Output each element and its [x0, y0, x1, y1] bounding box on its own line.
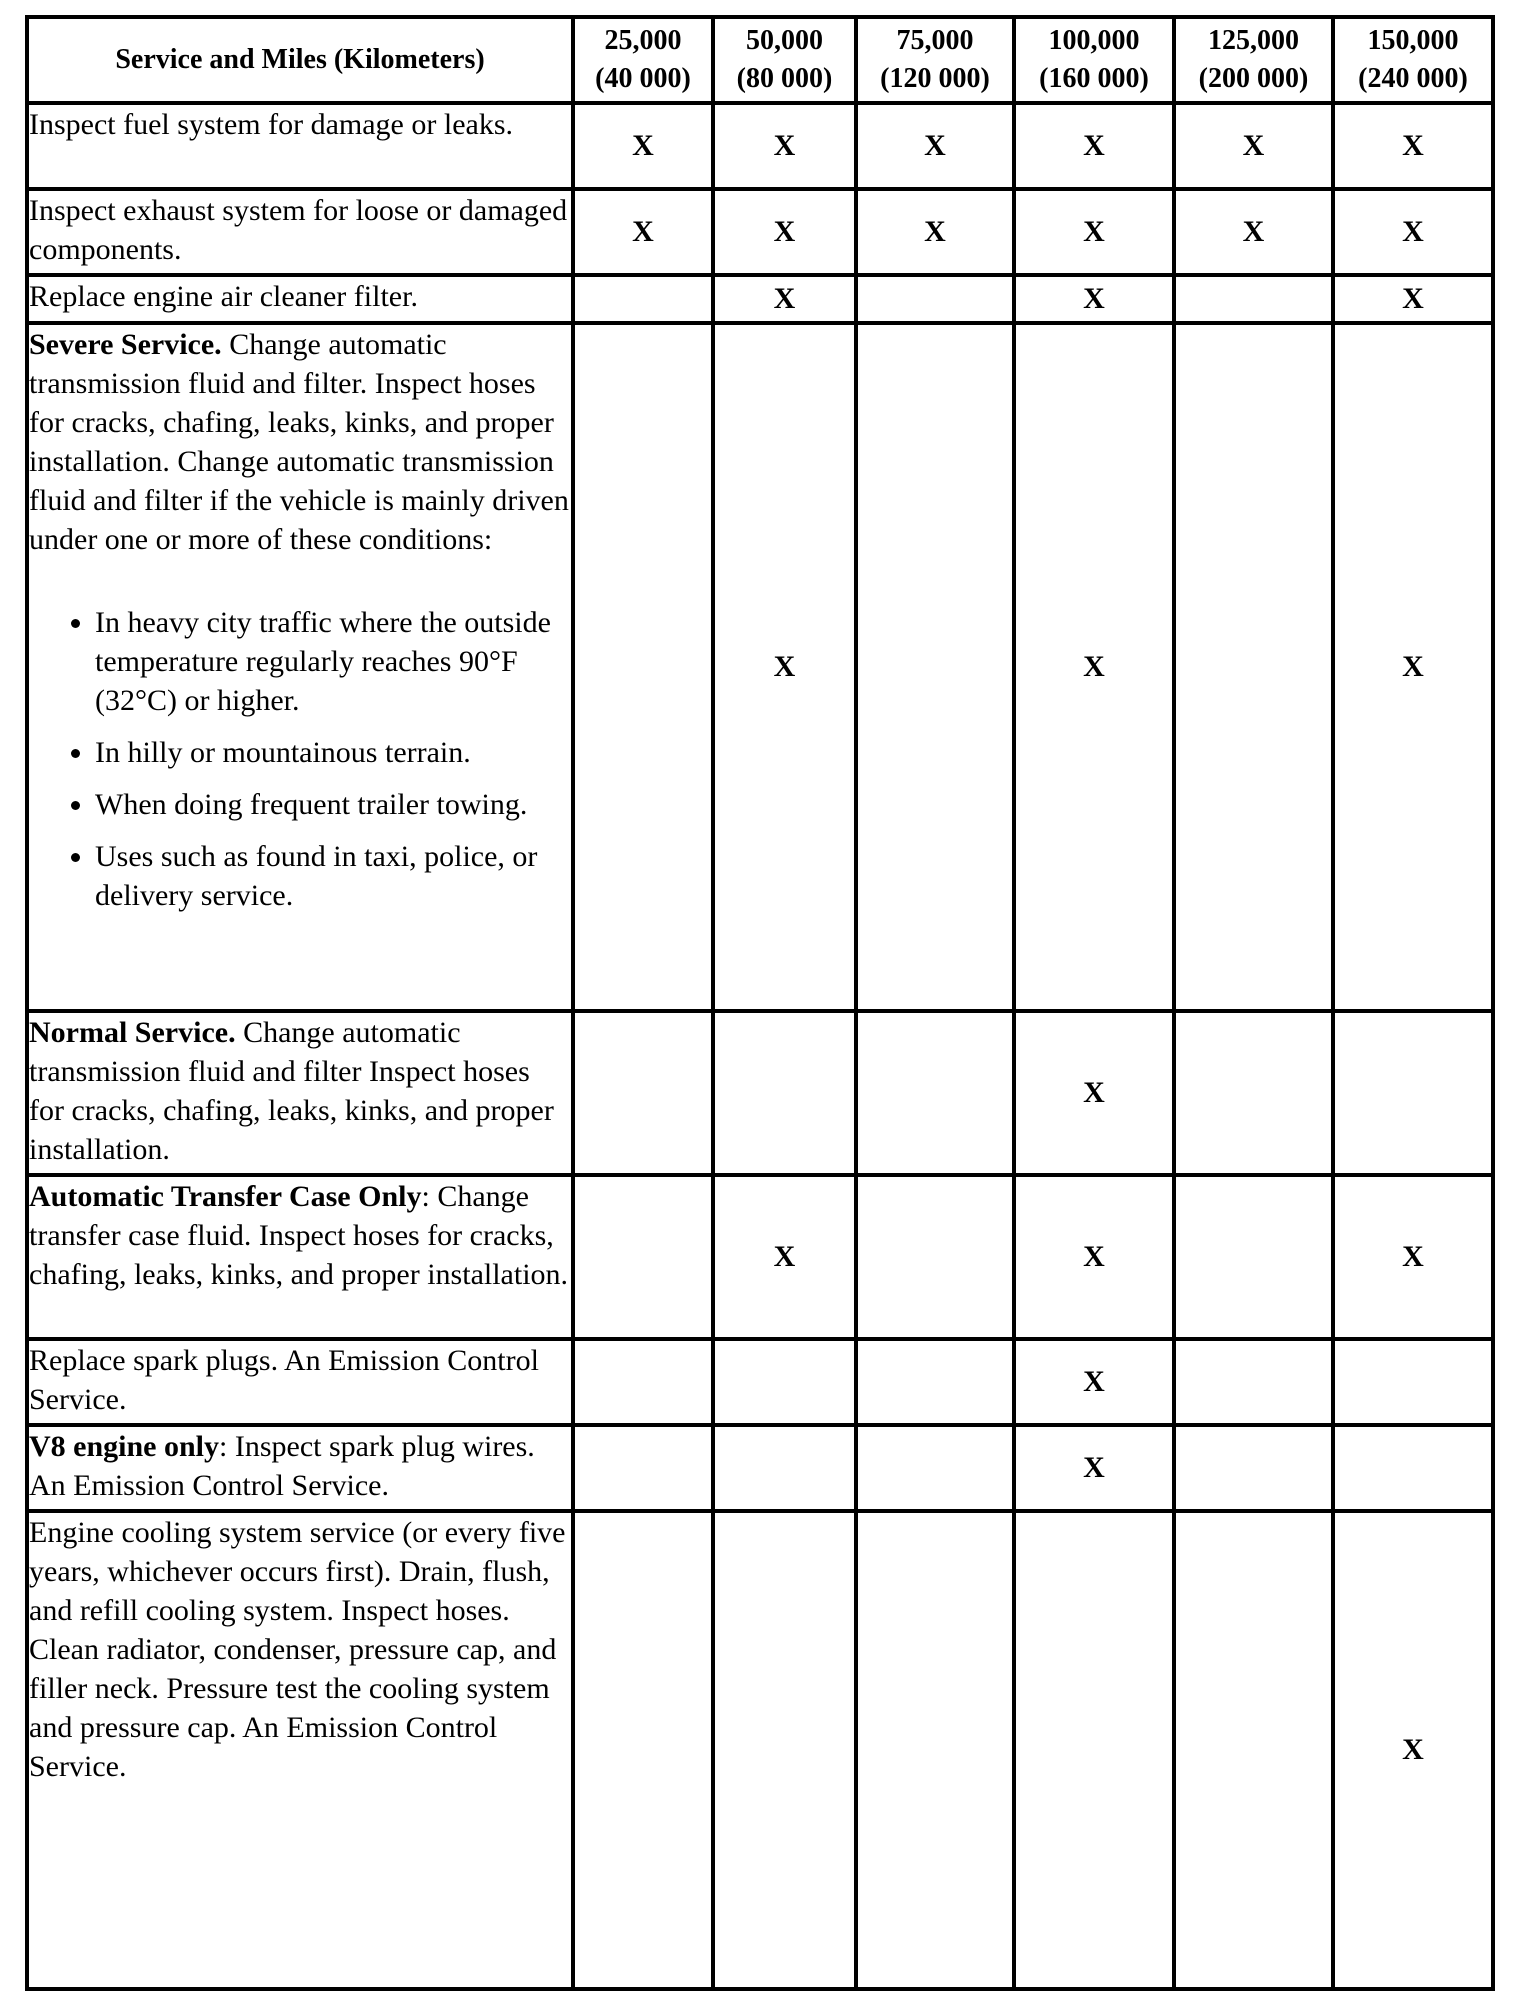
service-description: [27, 103, 573, 189]
interval-cell: [1014, 1511, 1174, 1989]
service-description: [27, 275, 573, 323]
interval-cell: [1174, 275, 1333, 323]
interval-cell: [1014, 189, 1174, 275]
service-text: Inspect exhaust system for loose or damaged components.: [29, 194, 568, 266]
interval-header: [1333, 17, 1493, 103]
service-text: Change automatic transmission fluid and filter. Inspect hoses for cracks, chafing, leaks, kinks, and proper installation. Change automatic transmission fluid and filter if the vehicle is mainly driven under one or more of these conditions:: [29, 328, 569, 556]
service-description: [27, 1511, 573, 1989]
interval-mark: X: [773, 1240, 796, 1273]
service-lead: Automatic Transfer Case Only: [29, 1180, 422, 1213]
interval-mark: X: [1083, 650, 1105, 683]
interval-mark: X: [1402, 650, 1424, 683]
interval-cell: [856, 1339, 1014, 1425]
interval-km: (40 000): [595, 63, 691, 94]
interval-mark: X: [773, 129, 796, 162]
interval-mark: X: [1242, 215, 1265, 248]
interval-miles: 75,000: [896, 25, 974, 56]
interval-cell: [573, 275, 713, 323]
service-text: : Inspect spark plug wires. An Emission Control Service.: [29, 1430, 535, 1502]
interval-header: [856, 17, 1014, 103]
interval-km: (120 000): [880, 63, 990, 94]
service-description: [27, 189, 573, 275]
interval-mark: X: [1083, 282, 1105, 315]
table-row: [27, 323, 1493, 1011]
service-description: [27, 1175, 573, 1339]
interval-cell: [1333, 189, 1493, 275]
interval-mark: X: [1083, 1451, 1105, 1484]
interval-mark: X: [1402, 1240, 1424, 1273]
service-lead: Severe Service.: [29, 328, 222, 361]
interval-cell: [1174, 1425, 1333, 1511]
interval-miles: 50,000: [746, 25, 823, 56]
service-description: [27, 1339, 573, 1425]
interval-mark: X: [1402, 129, 1424, 162]
interval-mark: X: [773, 650, 796, 683]
interval-cell: [1014, 1011, 1174, 1175]
interval-cell: [856, 275, 1014, 323]
service-text: Replace engine air cleaner filter.: [29, 280, 418, 313]
interval-cell: [573, 1011, 713, 1175]
interval-miles: 125,000: [1208, 25, 1299, 56]
interval-cell: [856, 103, 1014, 189]
interval-header: [713, 17, 856, 103]
interval-mark: X: [1242, 129, 1265, 162]
interval-cell: [713, 275, 856, 323]
table-row: [27, 189, 1493, 275]
interval-km: (200 000): [1198, 63, 1309, 94]
interval-miles: 150,000: [1367, 25, 1459, 56]
interval-cell: [1174, 103, 1333, 189]
interval-cell: [713, 1511, 856, 1989]
table-row: [27, 275, 1493, 323]
interval-mark: X: [773, 282, 796, 315]
interval-cell: [713, 1011, 856, 1175]
interval-cell: [1333, 1425, 1493, 1511]
interval-cell: [856, 323, 1014, 1011]
list-item: • Uses such as found in taxi, police, or delivery service.: [95, 837, 571, 915]
interval-cell: [1174, 1175, 1333, 1339]
maintenance-schedule-table: [25, 15, 1495, 1991]
interval-cell: [1333, 1011, 1493, 1175]
service-text: Change automatic transmission fluid and filter Inspect hoses for cracks, chafing, leaks, kinks, and proper installation.: [29, 1016, 554, 1166]
interval-cell: [573, 1511, 713, 1989]
service-text: Inspect fuel system for damage or leaks.: [29, 108, 513, 141]
interval-cell: [573, 103, 713, 189]
interval-cell: [1014, 103, 1174, 189]
interval-cell: [573, 1339, 713, 1425]
interval-cell: [713, 1425, 856, 1511]
interval-mark: X: [632, 129, 654, 162]
interval-cell: [1014, 1339, 1174, 1425]
interval-cell: [1014, 1425, 1174, 1511]
interval-mark: X: [632, 215, 654, 248]
interval-mark: X: [773, 215, 796, 248]
interval-cell: [856, 1425, 1014, 1511]
interval-miles: 100,000: [1048, 25, 1140, 56]
table-row: [27, 1511, 1493, 1989]
interval-cell: [1333, 323, 1493, 1011]
interval-cell: [1174, 189, 1333, 275]
header-row: [27, 17, 1493, 103]
interval-km: (80 000): [736, 63, 833, 94]
interval-mark: X: [1083, 1365, 1105, 1398]
interval-cell: [1333, 1175, 1493, 1339]
interval-cell: [1014, 275, 1174, 323]
interval-cell: [713, 103, 856, 189]
interval-cell: [1174, 1011, 1333, 1175]
interval-mark: X: [1083, 215, 1105, 248]
service-description: [27, 1011, 573, 1175]
interval-cell: [1333, 1339, 1493, 1425]
table-row: [27, 1339, 1493, 1425]
interval-cell: [713, 189, 856, 275]
service-text: Engine cooling system service (or every five years, whichever occurs first). Drain, flush, and refill cooling system. Inspect hoses. Clean radiator, condenser, pressure cap, and filler neck. Pressure test the cooling system and pressure cap. An Emission Control Service.: [29, 1516, 566, 1783]
interval-cell: [1333, 103, 1493, 189]
interval-cell: [573, 1425, 713, 1511]
interval-header: [1014, 17, 1174, 103]
service-description: [27, 323, 573, 1011]
service-description: [27, 1425, 573, 1511]
table-row: [27, 1425, 1493, 1511]
service-lead: V8 engine only: [29, 1430, 220, 1463]
table-row: [27, 103, 1493, 189]
service-lead: Normal Service.: [29, 1016, 236, 1049]
interval-cell: [856, 1511, 1014, 1989]
interval-cell: [1333, 275, 1493, 323]
service-text: : Change transfer case fluid. Inspect hoses for cracks, chafing, leaks, kinks, and proper installation.: [29, 1180, 569, 1291]
interval-mark: X: [1402, 1733, 1424, 1766]
interval-cell: [1174, 1511, 1333, 1989]
interval-cell: [856, 1011, 1014, 1175]
condition-list: [29, 603, 571, 915]
interval-cell: [1014, 323, 1174, 1011]
interval-cell: [573, 189, 713, 275]
interval-cell: [1014, 1175, 1174, 1339]
service-column-header: Service and Miles (Kilometers): [27, 17, 573, 103]
interval-cell: [713, 1175, 856, 1339]
interval-cell: [1174, 323, 1333, 1011]
interval-mark: X: [1402, 282, 1424, 315]
interval-miles: 25,000: [604, 25, 682, 56]
interval-cell: [573, 1175, 713, 1339]
interval-km: (160 000): [1039, 63, 1149, 94]
interval-mark: X: [1083, 129, 1105, 162]
interval-cell: [713, 323, 856, 1011]
table-row: [27, 1011, 1493, 1175]
interval-mark: X: [1083, 1240, 1105, 1273]
list-item: • When doing frequent trailer towing.: [95, 785, 571, 824]
interval-mark: X: [1402, 215, 1424, 248]
interval-header: [1174, 17, 1333, 103]
interval-mark: X: [924, 129, 946, 162]
interval-mark: X: [924, 215, 946, 248]
interval-cell: [573, 323, 713, 1011]
interval-mark: X: [1083, 1076, 1105, 1109]
list-item: • In hilly or mountainous terrain.: [95, 733, 571, 772]
interval-header: [573, 17, 713, 103]
interval-cell: [1174, 1339, 1333, 1425]
interval-cell: [856, 1175, 1014, 1339]
interval-cell: [1333, 1511, 1493, 1989]
list-item: • In heavy city traffic where the outside temperature regularly reaches 90°F (32°C) or higher.: [95, 603, 571, 720]
interval-km: (240 000): [1358, 63, 1468, 94]
service-text: Replace spark plugs. An Emission Control Service.: [29, 1344, 539, 1416]
interval-cell: [713, 1339, 856, 1425]
table-row: [27, 1175, 1493, 1339]
interval-cell: [856, 189, 1014, 275]
